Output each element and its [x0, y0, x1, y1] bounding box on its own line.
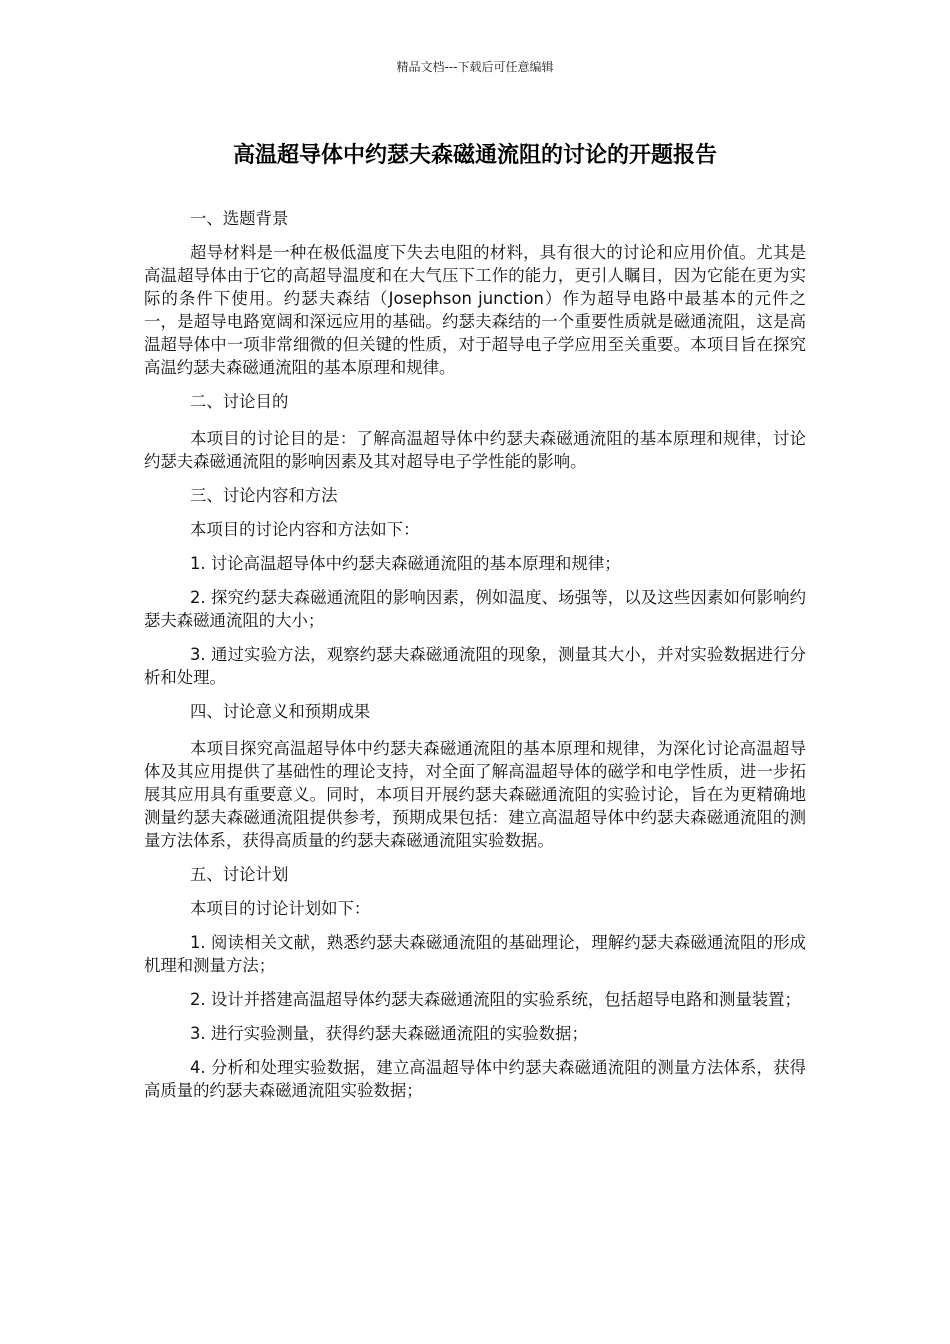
document-body [144, 207, 806, 1113]
list-item-content-3: 3. 通过实验方法，观察约瑟夫森磁通流阻的现象，测量其大小，并对实验数据进行分析和处理。 [144, 645, 806, 687]
page-header-note: 精品文档---下载后可任意编辑 [396, 60, 554, 74]
section-heading-plan: 五、讨论计划 [190, 865, 289, 884]
paragraph-plan-intro: 本项目的讨论计划如下： [190, 899, 371, 918]
section-heading-background: 一、选题背景 [190, 209, 289, 228]
section-heading-purpose: 二、讨论目的 [190, 392, 289, 411]
list-item-plan-4: 4. 分析和处理实验数据，建立高温超导体中约瑟夫森磁通流阻的测量方法体系，获得高质量的约瑟夫森磁通流阻实验数据； [144, 1058, 806, 1100]
list-item-content-2: 2. 探究约瑟夫森磁通流阻的影响因素，例如温度、场强等，以及这些因素如何影响约瑟夫森磁通流阻的大小； [144, 588, 806, 630]
list-item-plan-1: 1. 阅读相关文献，熟悉约瑟夫森磁通流阻的基础理论，理解约瑟夫森磁通流阻的形成机理和测量方法； [144, 933, 806, 975]
section-heading-content-methods: 三、讨论内容和方法 [190, 486, 338, 505]
list-item-plan-3: 3. 进行实验测量，获得约瑟夫森磁通流阻的实验数据； [190, 1024, 588, 1043]
paragraph-significance: 本项目探究高温超导体中约瑟夫森磁通流阻的基本原理和规律，为深化讨论高温超导体及其应用提供了基础性的理论支持，对全面了解高温超导体的磁学和电学性质，进一步拓展其应用具有重要意义。同时，本项目开展约瑟夫森磁通流阻的实验讨论，旨在为更精确地测量约瑟夫森磁通流阻提供参考，预期成果包括：建立高温超导体中约瑟夫森磁通流阻的测量方法体系，获得高质量的约瑟夫森磁通流阻实验数据。 [144, 739, 806, 850]
paragraph-purpose: 本项目的讨论目的是：了解高温超导体中约瑟夫森磁通流阻的基本原理和规律，讨论约瑟夫森磁通流阻的影响因素及其对超导电子学性能的影响。 [144, 429, 806, 471]
list-item-content-1: 1. 讨论高温超导体中约瑟夫森磁通流阻的基本原理和规律； [190, 554, 621, 573]
section-heading-significance: 四、讨论意义和预期成果 [190, 702, 371, 721]
document-title: 高温超导体中约瑟夫森磁通流阻的讨论的开题报告 [232, 143, 717, 168]
paragraph-content-intro: 本项目的讨论内容和方法如下： [190, 520, 420, 539]
list-item-plan-2: 2. 设计并搭建高温超导体约瑟夫森磁通流阻的实验系统，包括超导电路和测量装置； [190, 990, 801, 1009]
paragraph-background: 超导材料是一种在极低温度下失去电阻的材料，具有很大的讨论和应用价值。尤其是高温超导体由于它的高超导温度和在大气压下工作的能力，更引人瞩目，因为它能在更为实际的条件下使用。约瑟夫森结（Josephson junction）作为超导电路中最基本的元件之一，是超导电路宽阔和深远应用的基础。约瑟夫森结的一个重要性质就是磁通流阻，这是高温超导体中一项非常细微的但关键的性质，对于超导电子学应用至关重要。本项目旨在探究高温约瑟夫森磁通流阻的基本原理和规律。 [144, 243, 806, 377]
